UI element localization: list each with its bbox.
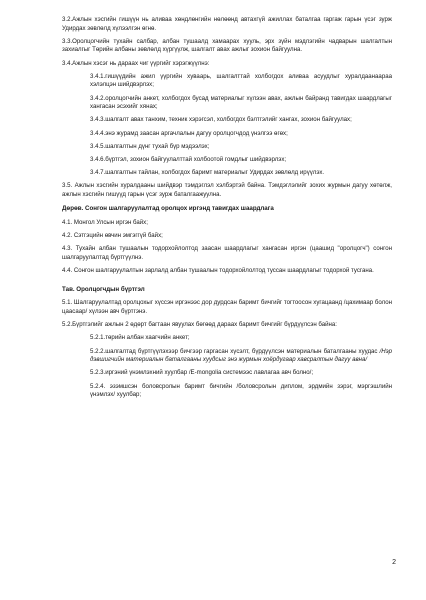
list-item-3-4-3: 3.4.3.шалгалт авах танхим, техник хэрэгсэл, холбогдох бэлтгэлийг хангах, зохион байгуулах;: [90, 116, 352, 124]
list-item-5-2-1: 5.2.1.төрийн албан хаагчийн анкет;: [90, 334, 190, 342]
list-item-3-4-1: 3.4.1.гишүүдийн ажил үүргийн хуваарь, шалгалттай холбогдох аливаа асуудлыг хуралдаанаараа хэлэлцэн шийдвэрлэх;: [90, 72, 392, 89]
paragraph-3-2: 3.2.Ажлын хэсгийн гишүүн нь аливаа хөндлөнгийн нөлөөнд автахгүй ажиллах баталгаа гаргаж гарын үсэг зурж Удирдах зөвлөлд хүлээлгэн өгнө.: [62, 16, 392, 32]
section-4-heading: Дөрөв. Сонгон шалгаруулалтад оролцох иргэнд тавигдах шаардлага: [62, 205, 274, 213]
list-item-3-4-5: 3.4.5.шалгалтын дүнг тухай бүр мэдээлэх;: [90, 142, 210, 150]
paragraph-3-3: 3.3.Оролцогчийн тухайн салбар, албан тушаалд хамаарах хууль, эрх зүйн мэдлэгийн чадварын шалгалтын захиалгыг Төрийн албаны зөвлөлд хүргүүлж, шалгалт авах ажлыг зохион байгуулна.: [62, 37, 392, 54]
list-item-5-2-4: 5.2.4. эзэмшсэн боловсролын баримт бичгийн /боловсролын диплом, эрдмийн зэрэг, мэргэшлийн үнэмлэх/ хуулбар;: [90, 382, 392, 399]
item-4-4: 4.4. Сонгон шалгаруулалтын зарлалд албан тушаалын тодорхойлолтод туссан шаардлагыг тодорхой тусгана.: [62, 267, 374, 275]
list-item-5-2-2: [90, 348, 392, 365]
item-4-2: 4.2. Сэтгэцийн өвчин эмгэггүй байх;: [62, 232, 163, 240]
item-4-1: 4.1. Монгол Улсын иргэн байх;: [62, 219, 148, 227]
list-item-3-4-6: 3.4.6.бүртгэл, зохион байгуулалттай холбоотой гомдлыг шийдвэрлэх;: [90, 155, 287, 163]
section-5-heading: Тав. Оролцогчдын бүртгэл: [62, 285, 145, 293]
list-item-5-2-2-note: /Нэр дэвшигчийн материалын баталгааны хуудсыг энэ журмын хоёрдугаар хавсралтын дагуу авна/: [90, 347, 392, 364]
list-item-3-4-7: 3.4.7.шалгалтын тайлан, холбогдох баримт материалыг Удирдах зөвлөлд ирүүлэх.: [90, 169, 325, 177]
document-body: [62, 16, 392, 404]
item-4-3: 4.3. Тухайн албан тушаалын тодорхойлолтод заасан шаардлагыг хангасан иргэн (цаашид "оролцогч") сонгон шалгаруулалтад бүртгүүлнэ.: [62, 245, 392, 261]
paragraph-5-2: 5.2.Бүртгэлийг ажлын 2 өдөрт багтаан явуулах бөгөөд дараах баримт бичгийг бүрдүүлсэн байна:: [62, 321, 337, 329]
list-item-5-2-3: 5.2.3.иргэний үнэмлэхний хуулбар /E-mongolia системээс лавлагаа авч болно/;: [90, 369, 314, 377]
list-item-3-4-2: 3.4.2.оролцогчийн анкет, холбогдох бусад материалыг хүлээн авах, ажлын байранд тавигдах шаардлагыг хангасан эсэхийг хянах;: [90, 94, 392, 111]
list-item-5-2-2-text: 5.2.2.шалгалтад бүртгүүлэхээр бичгээр гаргасан хүсэлт, бүрдүүлсэн материалын баталгааны хуудас: [90, 347, 380, 355]
list-item-3-4-4: 3.4.4.энэ журамд заасан аргачлалын дагуу оролцогчдод үнэлгээ өгөх;: [90, 129, 288, 137]
paragraph-3-5: 3.5. Ажлын хэсгийн хуралдааны шийдвэр тэмдэглэл хэлбэртэй байна. Тэмдэглэлийг зохих журмын дагуу хөтөлж, ажлын хэсгийн гишүүд гарын үсэг зурж баталгаажуулна.: [62, 182, 392, 198]
paragraph-3-4: 3.4.Ажлын хэсэг нь дараах чиг үүргийг хэрэгжүүлнэ:: [62, 59, 210, 67]
paragraph-5-1: 5.1. Шалгаруулалтад оролцохыг хүссэн иргэнээс дор дурдсан баримт бичгийг тогтоосон хугацаанд /цахимаар болон цаасаар/ хүлээн авч бүртгэнэ.: [62, 299, 392, 315]
page-number: 2: [392, 559, 396, 566]
